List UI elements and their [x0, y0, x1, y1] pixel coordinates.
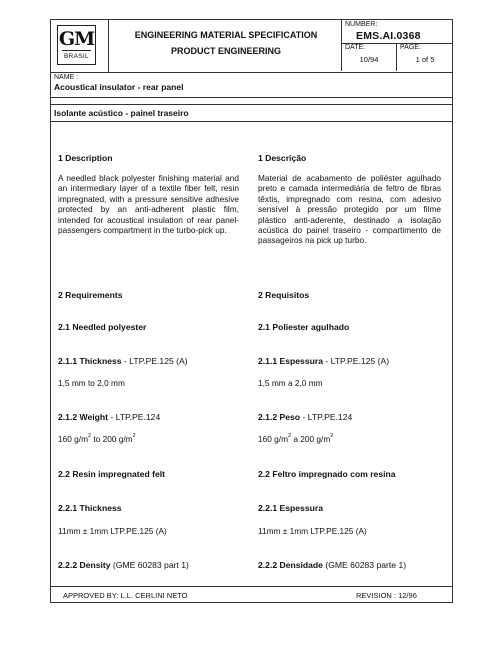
feltro-espessura-value: 11mm ± 1mm LTP.PE.125 (A) [258, 526, 367, 536]
page-value: 1 of 5 [415, 55, 435, 64]
weight-value [58, 434, 136, 444]
secao-2-1-1-heading [258, 356, 389, 366]
densidade-ref: (GME 60283 parte 1) [322, 560, 407, 570]
weight-value-min: 160 g/m [58, 434, 88, 444]
date-label: DATE: [345, 44, 366, 51]
density-label: 2.2.2 Density [58, 560, 111, 570]
espessura-ref: - LTP.PE.125 (A) [322, 356, 390, 366]
weight-value-max: to 200 g/m [91, 434, 133, 444]
thickness-label: 2.1.1 Thickness [58, 356, 122, 366]
section-2-2-1-heading: 2.2.1 Thickness [58, 503, 122, 513]
logo-divider [62, 50, 91, 51]
superscript: 2 [132, 433, 136, 439]
description-heading: 1 Description [58, 153, 113, 163]
section-2-1-heading: 2.1 Needled polyester [58, 322, 147, 332]
page-cell [397, 43, 453, 71]
felt-thickness-value: 11mm ± 1mm LTP.PE.125 (A) [58, 526, 167, 536]
descricao-text: Material de acabamento de poliéster agulhado preto e camada intermediária de feltro de fibras têxtis, impregnado com resina, com adesivo sensível à pressão protegido por um filme plástico anti-aderente, destinado a isolação acústica do painel traseiro - compartimento de passageiros na pick up turbo. [258, 173, 441, 246]
header-title [111, 28, 341, 58]
date-cell [342, 43, 397, 71]
secao-2-2-heading: 2.2 Feltro impregnado com resina [258, 469, 396, 479]
number-label: NUMBER: [345, 21, 378, 28]
logo-cell [51, 20, 109, 73]
density-ref: (GME 60283 part 1) [110, 560, 189, 570]
section-2-2-heading: 2.2 Resin impregnated felt [58, 469, 165, 479]
section-2-2-2-heading [58, 560, 189, 570]
logo-subtext: BRASIL [64, 53, 89, 60]
weight-ref: - LTP.PE.124 [108, 412, 161, 422]
spec-frame [50, 19, 453, 603]
name-divider-2 [51, 104, 452, 105]
name-divider-3 [51, 121, 452, 122]
descricao-heading: 1 Descrição [258, 153, 307, 163]
section-2-1-1-heading [58, 356, 188, 366]
secao-2-2-2-heading [258, 560, 406, 570]
secao-2-1-2-heading [258, 412, 352, 422]
secao-2-2-1-heading: 2.2.1 Espessura [258, 503, 323, 513]
number-value: EMS.AI.0368 [356, 30, 421, 42]
footer-rule [50, 586, 453, 587]
thickness-value: 1,5 mm to 2,0 mm [58, 378, 125, 388]
revision: REVISION : 12/96 [356, 591, 417, 600]
gm-logo [57, 25, 96, 65]
section-2-1-2-heading [58, 412, 160, 422]
thickness-ref: - LTP.PE.125 (A) [121, 356, 188, 366]
name-portuguese: Isolante acústico - painel traseiro [54, 108, 189, 118]
title-line-2: PRODUCT ENGINEERING [170, 46, 281, 56]
peso-value [258, 434, 333, 444]
name-divider-1 [51, 97, 452, 98]
secao-2-1-heading: 2.1 Poliester agulhado [258, 322, 350, 332]
peso-label: 2.1.2 Peso [258, 412, 301, 422]
header-number-block [341, 20, 452, 71]
peso-value-min: 160 g/m [258, 434, 288, 444]
densidade-label: 2.2.2 Densidade [258, 560, 323, 570]
date-value: 10/94 [359, 55, 379, 64]
peso-ref: - LTP.PE.124 [300, 412, 353, 422]
page-label: PAGE: [400, 44, 421, 51]
description-text: A needled black polyester finishing material and an intermediary layer of a textile fiber felt, resin impregnated, with a pressure sensitive adhesive protected by an anti-adherent plastic film, intended for acoustical insulation of rear panel-passengers compartment in the turbo-pick up. [58, 173, 239, 236]
logo-text: GM [58, 28, 95, 50]
espessura-value: 1,5 mm a 2,0 mm [258, 378, 323, 388]
requirements-heading: 2 Requirements [58, 290, 123, 300]
superscript: 2 [330, 433, 334, 439]
title-line-1: ENGINEERING MATERIAL SPECIFICATION [134, 30, 318, 40]
superscript: 2 [87, 433, 92, 439]
espessura-label: 2.1.1 Espessura [258, 356, 323, 366]
name-english: Acoustical insulator - rear panel [54, 82, 184, 92]
weight-label: 2.1.2 Weight [58, 412, 108, 422]
requisitos-heading: 2 Requisitos [258, 290, 310, 300]
name-label: NAME : [54, 74, 79, 81]
peso-value-max: a 200 g/m [291, 434, 331, 444]
superscript: 2 [287, 433, 292, 439]
header-bottom-rule [51, 72, 452, 73]
approved-by: APPROVED BY: L.L. CERLINI NETO [63, 591, 188, 600]
